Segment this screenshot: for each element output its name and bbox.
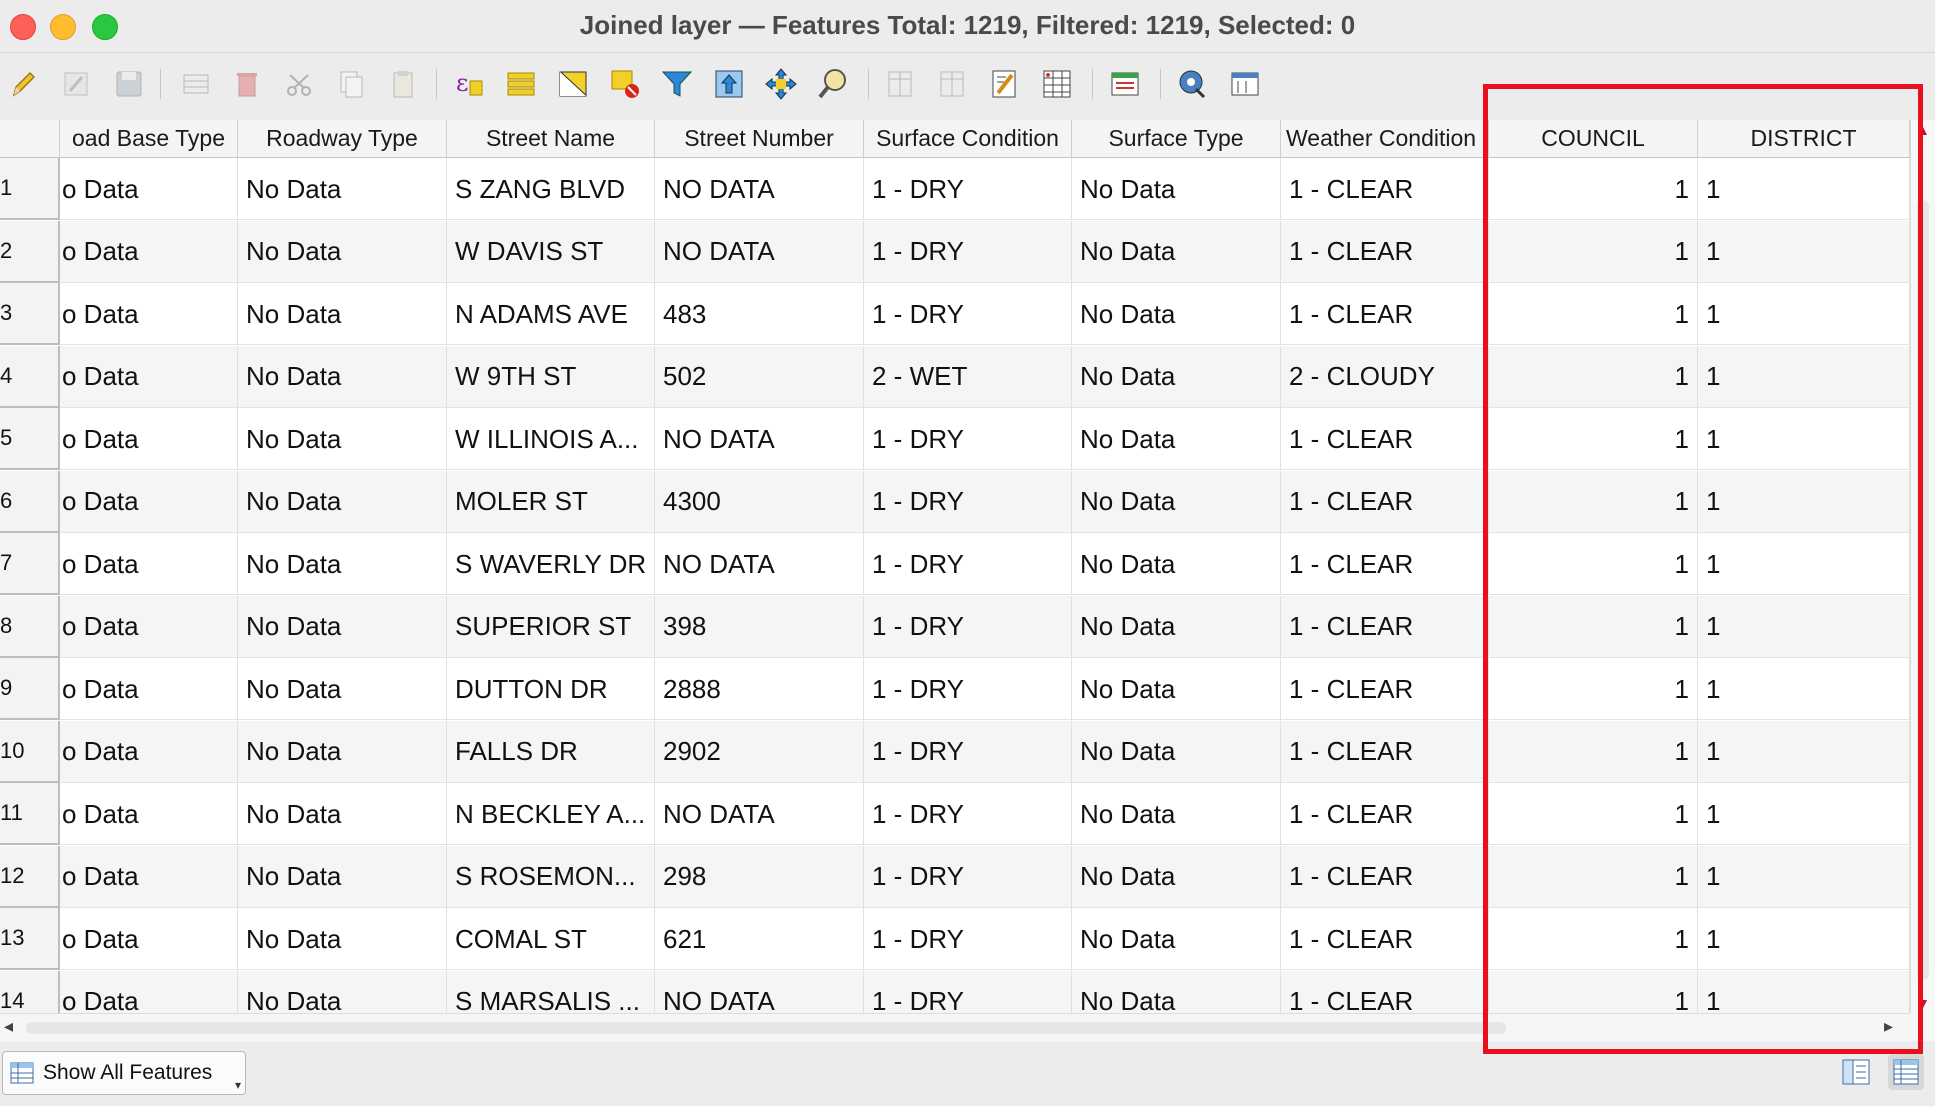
delete-field-icon[interactable] bbox=[936, 67, 970, 101]
table-cell[interactable]: No Data bbox=[238, 908, 447, 970]
scroll-left-arrow[interactable]: ◂ bbox=[4, 1016, 14, 1036]
table-row[interactable] bbox=[0, 596, 1910, 658]
table-cell[interactable]: o Data bbox=[60, 283, 238, 345]
table-cell[interactable]: No Data bbox=[238, 471, 447, 533]
table-cell[interactable]: 1 - CLEAR bbox=[1281, 471, 1489, 533]
filter-icon[interactable] bbox=[660, 67, 694, 101]
table-cell[interactable]: 1 bbox=[1698, 596, 1910, 658]
table-cell[interactable]: 1 - DRY bbox=[864, 783, 1072, 845]
row-header[interactable]: 7 bbox=[0, 533, 60, 595]
table-cell[interactable]: 4300 bbox=[655, 471, 864, 533]
table-cell[interactable]: MOLER ST bbox=[447, 471, 655, 533]
table-cell[interactable]: 1 bbox=[1489, 408, 1698, 470]
table-cell[interactable]: SUPERIOR ST bbox=[447, 596, 655, 658]
table-row[interactable] bbox=[0, 908, 1910, 970]
copy-icon[interactable] bbox=[334, 67, 368, 101]
svg-text:ε: ε bbox=[456, 69, 469, 97]
table-cell[interactable]: FALLS DR bbox=[447, 721, 655, 783]
table-cell[interactable]: No Data bbox=[238, 283, 447, 345]
table-cell[interactable]: No Data bbox=[238, 783, 447, 845]
window-title: Joined layer — Features Total: 1219, Filtered: 1219, Selected: 0 bbox=[579, 10, 1356, 40]
table-cell[interactable]: 1 - DRY bbox=[864, 721, 1072, 783]
table-cell[interactable]: 1 bbox=[1489, 533, 1698, 595]
table-cell[interactable]: o Data bbox=[60, 908, 238, 970]
paste-icon[interactable] bbox=[386, 67, 420, 101]
show-features-label: Show All Features bbox=[43, 1061, 213, 1084]
table-cell[interactable]: o Data bbox=[60, 221, 238, 283]
table-cell[interactable]: 1 bbox=[1489, 846, 1698, 908]
table-cell[interactable]: No Data bbox=[1072, 471, 1281, 533]
table-cell[interactable]: 1 - CLEAR bbox=[1281, 533, 1489, 595]
column-header-street-number[interactable]: Street Number bbox=[655, 120, 864, 158]
table-cell[interactable]: 298 bbox=[655, 846, 864, 908]
pencil-icon[interactable] bbox=[6, 67, 40, 101]
table-cell[interactable]: 1 - DRY bbox=[864, 908, 1072, 970]
table-cell[interactable]: 1 bbox=[1489, 221, 1698, 283]
table-cell[interactable]: 1 bbox=[1489, 721, 1698, 783]
table-cell[interactable]: 1 bbox=[1698, 908, 1910, 970]
table-cell[interactable]: W 9TH ST bbox=[447, 346, 655, 408]
table-cell[interactable]: 1 bbox=[1489, 658, 1698, 720]
table-cell[interactable]: No Data bbox=[1072, 658, 1281, 720]
table-cell[interactable]: No Data bbox=[238, 721, 447, 783]
table-cell[interactable]: 1 - CLEAR bbox=[1281, 596, 1489, 658]
table-cell[interactable]: No Data bbox=[1072, 908, 1281, 970]
row-header[interactable]: 6 bbox=[0, 471, 60, 533]
table-cell[interactable]: 621 bbox=[655, 908, 864, 970]
row-header[interactable]: 9 bbox=[0, 658, 60, 720]
attribute-table-toolbar bbox=[0, 53, 1935, 118]
table-cell[interactable]: 1 bbox=[1698, 283, 1910, 345]
field-calculator-icon[interactable] bbox=[988, 67, 1022, 101]
row-header[interactable]: 3 bbox=[0, 283, 60, 345]
table-cell[interactable]: 1 - DRY bbox=[864, 221, 1072, 283]
table-cell[interactable]: 1 - DRY bbox=[864, 283, 1072, 345]
table-cell[interactable]: 1 - CLEAR bbox=[1281, 971, 1489, 1014]
table-cell[interactable]: 1 bbox=[1698, 971, 1910, 1014]
column-header-council[interactable]: COUNCIL bbox=[1489, 120, 1698, 158]
table-row[interactable] bbox=[0, 533, 1910, 595]
row-header[interactable]: 12 bbox=[0, 846, 60, 908]
form-view-icon bbox=[1838, 1054, 1874, 1090]
bottom-bar bbox=[0, 1042, 1935, 1106]
table-row[interactable] bbox=[0, 783, 1910, 845]
deselect-icon[interactable] bbox=[608, 67, 642, 101]
attribute-table bbox=[0, 120, 1910, 1013]
row-header[interactable]: 8 bbox=[0, 596, 60, 658]
table-cell[interactable]: DUTTON DR bbox=[447, 658, 655, 720]
table-cell[interactable]: 502 bbox=[655, 346, 864, 408]
scroll-right-arrow[interactable]: ▸ bbox=[1884, 1016, 1894, 1036]
table-cell[interactable]: No Data bbox=[1072, 533, 1281, 595]
table-row[interactable] bbox=[0, 846, 1910, 908]
table-row[interactable] bbox=[0, 658, 1910, 720]
column-header-surface-condition[interactable]: Surface Condition bbox=[864, 120, 1072, 158]
table-cell[interactable]: No Data bbox=[238, 533, 447, 595]
horizontal-scrollbar[interactable] bbox=[0, 1013, 1910, 1042]
table-cell[interactable]: S MARSALIS ... bbox=[447, 971, 655, 1014]
table-cell[interactable]: No Data bbox=[238, 846, 447, 908]
table-cell[interactable]: 2888 bbox=[655, 658, 864, 720]
column-header-surface-type[interactable]: Surface Type bbox=[1072, 120, 1281, 158]
table-cell[interactable]: W DAVIS ST bbox=[447, 221, 655, 283]
table-cell[interactable]: o Data bbox=[60, 658, 238, 720]
table-cell[interactable]: 1 bbox=[1489, 908, 1698, 970]
scroll-up-arrow[interactable]: ▲ bbox=[1916, 122, 1930, 138]
row-header[interactable]: 1 bbox=[0, 158, 60, 220]
table-cell[interactable]: 1 bbox=[1698, 783, 1910, 845]
form-view-button[interactable] bbox=[1838, 1054, 1874, 1090]
table-cell[interactable]: 1 bbox=[1698, 408, 1910, 470]
table-cell[interactable]: 1 bbox=[1489, 283, 1698, 345]
scroll-down-arrow[interactable]: ▼ bbox=[1916, 995, 1930, 1011]
table-cell[interactable]: 1 bbox=[1698, 846, 1910, 908]
table-cell[interactable]: 1 bbox=[1698, 533, 1910, 595]
expression-select-icon[interactable] bbox=[452, 67, 486, 101]
table-cell[interactable]: o Data bbox=[60, 783, 238, 845]
column-header-road-base-type[interactable]: oad Base Type bbox=[60, 120, 238, 158]
table-cell[interactable]: 1 bbox=[1698, 471, 1910, 533]
table-cell[interactable]: N ADAMS AVE bbox=[447, 283, 655, 345]
table-cell[interactable]: No Data bbox=[1072, 596, 1281, 658]
row-header[interactable]: 11 bbox=[0, 783, 60, 845]
table-row[interactable] bbox=[0, 721, 1910, 783]
table-cell[interactable]: NO DATA bbox=[655, 158, 864, 220]
table-cell[interactable]: No Data bbox=[238, 596, 447, 658]
table-cell[interactable]: NO DATA bbox=[655, 971, 864, 1014]
table-cell[interactable]: NO DATA bbox=[655, 408, 864, 470]
table-row[interactable] bbox=[0, 221, 1910, 283]
table-cell[interactable]: o Data bbox=[60, 596, 238, 658]
table-cell[interactable]: 483 bbox=[655, 283, 864, 345]
row-header[interactable]: 5 bbox=[0, 408, 60, 470]
zoom-to-selection-icon[interactable] bbox=[816, 67, 850, 101]
table-row[interactable] bbox=[0, 971, 1910, 1014]
table-cell[interactable]: 1 - CLEAR bbox=[1281, 658, 1489, 720]
conditional-format-icon[interactable] bbox=[1040, 67, 1074, 101]
table-cell[interactable]: NO DATA bbox=[655, 783, 864, 845]
title-bar bbox=[0, 0, 1935, 53]
table-cell[interactable]: 1 - CLEAR bbox=[1281, 846, 1489, 908]
table-cell[interactable]: N BECKLEY A... bbox=[447, 783, 655, 845]
actions-icon[interactable] bbox=[1176, 67, 1210, 101]
table-cell[interactable]: 1 bbox=[1489, 783, 1698, 845]
table-cell[interactable]: o Data bbox=[60, 346, 238, 408]
multi-edit-icon[interactable] bbox=[60, 67, 94, 101]
dock-table-icon[interactable] bbox=[1108, 67, 1142, 101]
table-row[interactable] bbox=[0, 408, 1910, 470]
row-header[interactable]: 14 bbox=[0, 971, 60, 1014]
table-cell[interactable]: No Data bbox=[1072, 408, 1281, 470]
table-cell[interactable]: 1 bbox=[1698, 346, 1910, 408]
table-cell[interactable]: 1 - CLEAR bbox=[1281, 283, 1489, 345]
table-view-icon bbox=[1888, 1054, 1924, 1090]
table-cell[interactable]: NO DATA bbox=[655, 221, 864, 283]
table-cell[interactable]: S ROSEMON... bbox=[447, 846, 655, 908]
row-header[interactable]: 4 bbox=[0, 346, 60, 408]
table-cell[interactable]: 1 bbox=[1698, 658, 1910, 720]
table-cell[interactable]: 1 bbox=[1489, 471, 1698, 533]
cut-icon[interactable] bbox=[282, 67, 316, 101]
table-cell[interactable]: o Data bbox=[60, 971, 238, 1014]
pan-to-selection-icon[interactable] bbox=[764, 67, 798, 101]
table-cell[interactable]: 1 bbox=[1489, 971, 1698, 1014]
table-cell[interactable]: o Data bbox=[60, 408, 238, 470]
table-cell[interactable]: 1 - DRY bbox=[864, 533, 1072, 595]
table-cell[interactable]: 1 - DRY bbox=[864, 408, 1072, 470]
select-all-icon[interactable] bbox=[504, 67, 538, 101]
chevron-down-icon: ▾ bbox=[234, 1078, 241, 1092]
table-cell[interactable]: S ZANG BLVD bbox=[447, 158, 655, 220]
column-header-street-name[interactable]: Street Name bbox=[447, 120, 655, 158]
table-cell[interactable]: 2902 bbox=[655, 721, 864, 783]
column-header-district[interactable]: DISTRICT bbox=[1698, 120, 1910, 158]
table-icon bbox=[9, 1060, 35, 1086]
table-cell[interactable]: 1 - CLEAR bbox=[1281, 908, 1489, 970]
table-cell[interactable]: 1 - DRY bbox=[864, 596, 1072, 658]
vertical-scrollbar[interactable] bbox=[1910, 120, 1935, 1013]
horizontal-scroll-thumb[interactable] bbox=[26, 1022, 1506, 1034]
table-cell[interactable]: No Data bbox=[1072, 283, 1281, 345]
organize-columns-icon[interactable] bbox=[1228, 67, 1262, 101]
table-cell[interactable]: No Data bbox=[1072, 346, 1281, 408]
table-cell[interactable]: 1 - DRY bbox=[864, 846, 1072, 908]
table-cell[interactable]: 1 - DRY bbox=[864, 658, 1072, 720]
invert-selection-icon[interactable] bbox=[556, 67, 590, 101]
table-row[interactable] bbox=[0, 283, 1910, 345]
table-cell[interactable]: No Data bbox=[238, 658, 447, 720]
corner-header[interactable] bbox=[0, 120, 60, 158]
table-cell[interactable]: 1 - DRY bbox=[864, 971, 1072, 1014]
table-cell[interactable]: No Data bbox=[1072, 721, 1281, 783]
new-field-icon[interactable] bbox=[884, 67, 918, 101]
table-cell[interactable]: W ILLINOIS A... bbox=[447, 408, 655, 470]
table-cell[interactable]: NO DATA bbox=[655, 533, 864, 595]
table-cell[interactable]: No Data bbox=[1072, 783, 1281, 845]
table-cell[interactable]: No Data bbox=[1072, 846, 1281, 908]
table-row[interactable] bbox=[0, 346, 1910, 408]
table-cell[interactable]: 1 - CLEAR bbox=[1281, 721, 1489, 783]
table-view-button[interactable] bbox=[1888, 1054, 1924, 1090]
table-cell[interactable]: No Data bbox=[238, 158, 447, 220]
scroll-corner bbox=[1910, 1013, 1935, 1041]
table-cell[interactable]: 2 - WET bbox=[864, 346, 1072, 408]
table-cell[interactable]: o Data bbox=[60, 158, 238, 220]
table-cell[interactable]: No Data bbox=[1072, 221, 1281, 283]
move-selection-top-icon[interactable] bbox=[712, 67, 746, 101]
vertical-scroll-thumb[interactable] bbox=[1917, 200, 1929, 980]
table-cell[interactable]: No Data bbox=[1072, 971, 1281, 1014]
table-cell[interactable]: 398 bbox=[655, 596, 864, 658]
table-cell[interactable]: 1 - CLEAR bbox=[1281, 158, 1489, 220]
table-cell[interactable]: o Data bbox=[60, 471, 238, 533]
table-cell[interactable]: 1 bbox=[1489, 596, 1698, 658]
table-row[interactable] bbox=[0, 471, 1910, 533]
save-edits-icon[interactable] bbox=[112, 67, 146, 101]
table-cell[interactable]: 1 - CLEAR bbox=[1281, 783, 1489, 845]
column-header-weather-condition[interactable]: Weather Condition bbox=[1281, 120, 1489, 158]
table-cell[interactable]: 1 bbox=[1698, 221, 1910, 283]
table-cell[interactable]: No Data bbox=[238, 346, 447, 408]
row-header[interactable]: 13 bbox=[0, 908, 60, 970]
table-cell[interactable]: No Data bbox=[238, 971, 447, 1014]
table-cell[interactable]: No Data bbox=[238, 221, 447, 283]
table-cell[interactable]: S WAVERLY DR bbox=[447, 533, 655, 595]
add-feature-icon[interactable] bbox=[180, 67, 214, 101]
table-cell[interactable]: 1 - DRY bbox=[864, 471, 1072, 533]
table-row[interactable] bbox=[0, 158, 1910, 220]
table-cell[interactable]: 1 - CLEAR bbox=[1281, 408, 1489, 470]
table-cell[interactable]: 1 bbox=[1698, 158, 1910, 220]
delete-feature-icon[interactable] bbox=[230, 67, 264, 101]
table-cell[interactable]: No Data bbox=[1072, 158, 1281, 220]
table-cell[interactable]: 2 - CLOUDY bbox=[1281, 346, 1489, 408]
row-header[interactable]: 2 bbox=[0, 221, 60, 283]
table-cell[interactable]: 1 bbox=[1489, 158, 1698, 220]
table-cell[interactable]: 1 - DRY bbox=[864, 158, 1072, 220]
table-cell[interactable]: 1 - CLEAR bbox=[1281, 221, 1489, 283]
show-features-button[interactable] bbox=[2, 1051, 246, 1095]
table-cell[interactable]: COMAL ST bbox=[447, 908, 655, 970]
table-cell[interactable]: 1 bbox=[1489, 346, 1698, 408]
row-header[interactable]: 10 bbox=[0, 721, 60, 783]
table-cell[interactable]: 1 bbox=[1698, 721, 1910, 783]
column-header-roadway-type[interactable]: Roadway Type bbox=[238, 120, 447, 158]
table-cell[interactable]: o Data bbox=[60, 846, 238, 908]
table-cell[interactable]: o Data bbox=[60, 533, 238, 595]
table-cell[interactable]: o Data bbox=[60, 721, 238, 783]
table-cell[interactable]: No Data bbox=[238, 408, 447, 470]
